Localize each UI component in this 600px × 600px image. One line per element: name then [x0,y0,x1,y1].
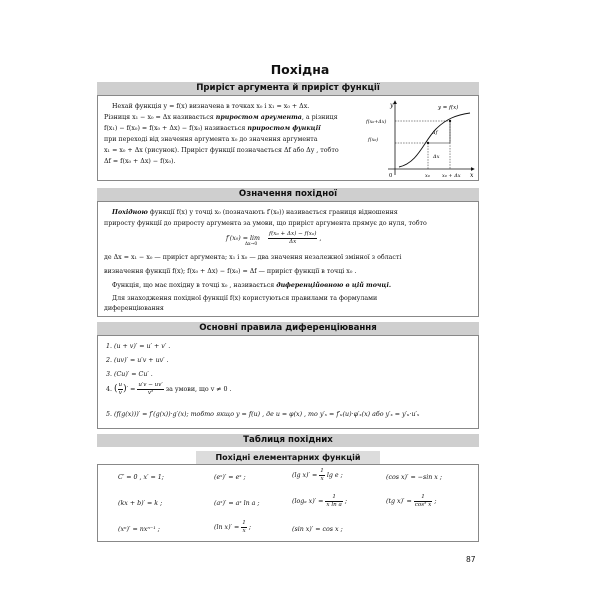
definition-line-3: де Δx = x₁ − x₀ — приріст аргумента; x₁ і x₀ — два значення незалежної змінної з області [104,254,402,261]
increment-line-4: при переході від значення аргумента x₀ до значення аргумента [104,136,318,143]
increment-line-5: x₁ = x₀ + Δx (рисунок). Приріст функції позначається Δf або Δy , тобто [104,147,339,154]
increment-line-2: Різниця x₁ − x₀ = Δx називається приростом аргумента, а різниця [104,114,338,121]
term-differentiable: диференційовною в цій точці. [276,282,392,289]
term-argument-increment: приростом аргумента [215,114,302,121]
table-cell-lg: (lg x)′ = $\frac{1}{x}$ lg e ; [292,468,343,482]
definition-line-7: диференціювання [104,305,164,312]
table-cell-cos: (cos x)′ = −sin x ; [386,474,442,481]
increment-box [97,95,479,181]
section-header-definition: Означення похідної [97,188,479,201]
section-header-table: Таблиця похідних [97,434,479,447]
definition-line-1: Похідною функції f(x) у точці x₀ (позначають f′(x₀)) називається границя відношення [112,209,398,216]
axis-x-label: x [470,172,474,179]
label-x0: x₀ [425,173,430,179]
rules-box [97,335,479,429]
section-header-rules: Основні правила диференціювання [97,322,479,335]
rule-2: 2. (uv)′ = u′v + uv′ . [106,357,169,364]
label-delta-x: Δx [433,154,440,160]
term-derivative: Похідною [112,209,148,216]
derivatives-table [97,464,479,542]
table-cell-exp: (eˣ)′ = eˣ ; [214,474,246,481]
page-title: Похідна [270,62,330,77]
page-number: 87 [466,555,476,564]
section-header-increment: Приріст аргумента й приріст функції [97,82,479,95]
term-function-increment: приростом функції [247,125,321,132]
table-cell-linear: (kx + b)′ = k ; [118,500,163,507]
rule-4: 4. ( $\frac{u}{v}$ )′ = $\frac{u'v - uv'}{\text{v²}}$ за умови, що v ≠ 0 . [106,382,232,396]
label-delta-f: Δf [432,130,438,136]
table-cell-sin: (sin x)′ = cos x ; [292,526,343,533]
definition-line-2: приросту функції до приросту аргумента за умови, що приріст аргумента прямує до нуля, тобто [104,220,427,227]
label-origin: 0 [389,173,393,179]
definition-line-4: визначення функції f(x); f(x₀ + Δx) − f(x₀) = Δf — приріст функції в точці x₀ . [104,268,357,275]
label-f-x0: f(x₀) [368,138,379,143]
rule-1: 1. (u + v)′ = u′ + v′ . [106,343,171,350]
rule-3: 3. (Cu)′ = Cu′ . [106,371,153,378]
increment-line-1: Нехай функція y = f(x) визначена в точках x₀ і x₁ = x₀ + Δx. [112,103,310,110]
curve-label: y = f(x) [438,105,459,111]
table-cell-log: (logₐ x)′ = $\frac{1}{\text{x ln a}}$ ; [292,494,347,508]
axis-y-label: y [390,102,394,109]
definition-box [97,201,479,317]
table-cell-tg: (tg x)′ = $\frac{1}{\text{cos² x}}$ ; [386,494,437,508]
increment-line-3: f(x₁) − f(x₀) = f(x₀ + Δx) − f(x₀) називається приростом функції [104,125,321,132]
label-x0-dx: x₀ + Δx [442,173,461,179]
table-cell-power: (xⁿ)′ = nxⁿ⁻¹ ; [118,526,160,533]
label-f-x0-dx: f(x₀+Δx) [366,120,387,125]
table-cell-ax: (aˣ)′ = aˣ ln a ; [214,500,260,507]
derivative-formula: f′(x₀) = limΔx→0 $\frac{\text{f(x₀ + Δx) − f(x₀)}}{\Delta x}$ , [226,231,322,247]
rule-5: 5. (f(g(x)))′ = f′(g(x))·g′(x); тобто якщо y = f(u) , де u = φ(x) , то y′ₓ = f′ᵤ(u)·φ′ₓ(x) або y′ₓ = y′ᵤ·u′ₓ [106,411,420,418]
increment-graph [366,97,478,181]
table-subheader: Похідні елементарних функцій [196,451,380,464]
table-cell-ln: (ln x)′ = $\frac{1}{x}$ ; [214,520,251,534]
table-cell-const: C′ = 0 , x′ = 1; [118,474,164,481]
definition-line-6: Для знаходження похідної функції f(x) користуються правилами та формулами [112,295,378,302]
increment-line-6: Δf = f(x₀ + Δx) − f(x₀). [104,158,176,165]
definition-line-5: Функція, що має похідну в точці x₀ , називається диференційовною в цій точці. [112,282,392,289]
